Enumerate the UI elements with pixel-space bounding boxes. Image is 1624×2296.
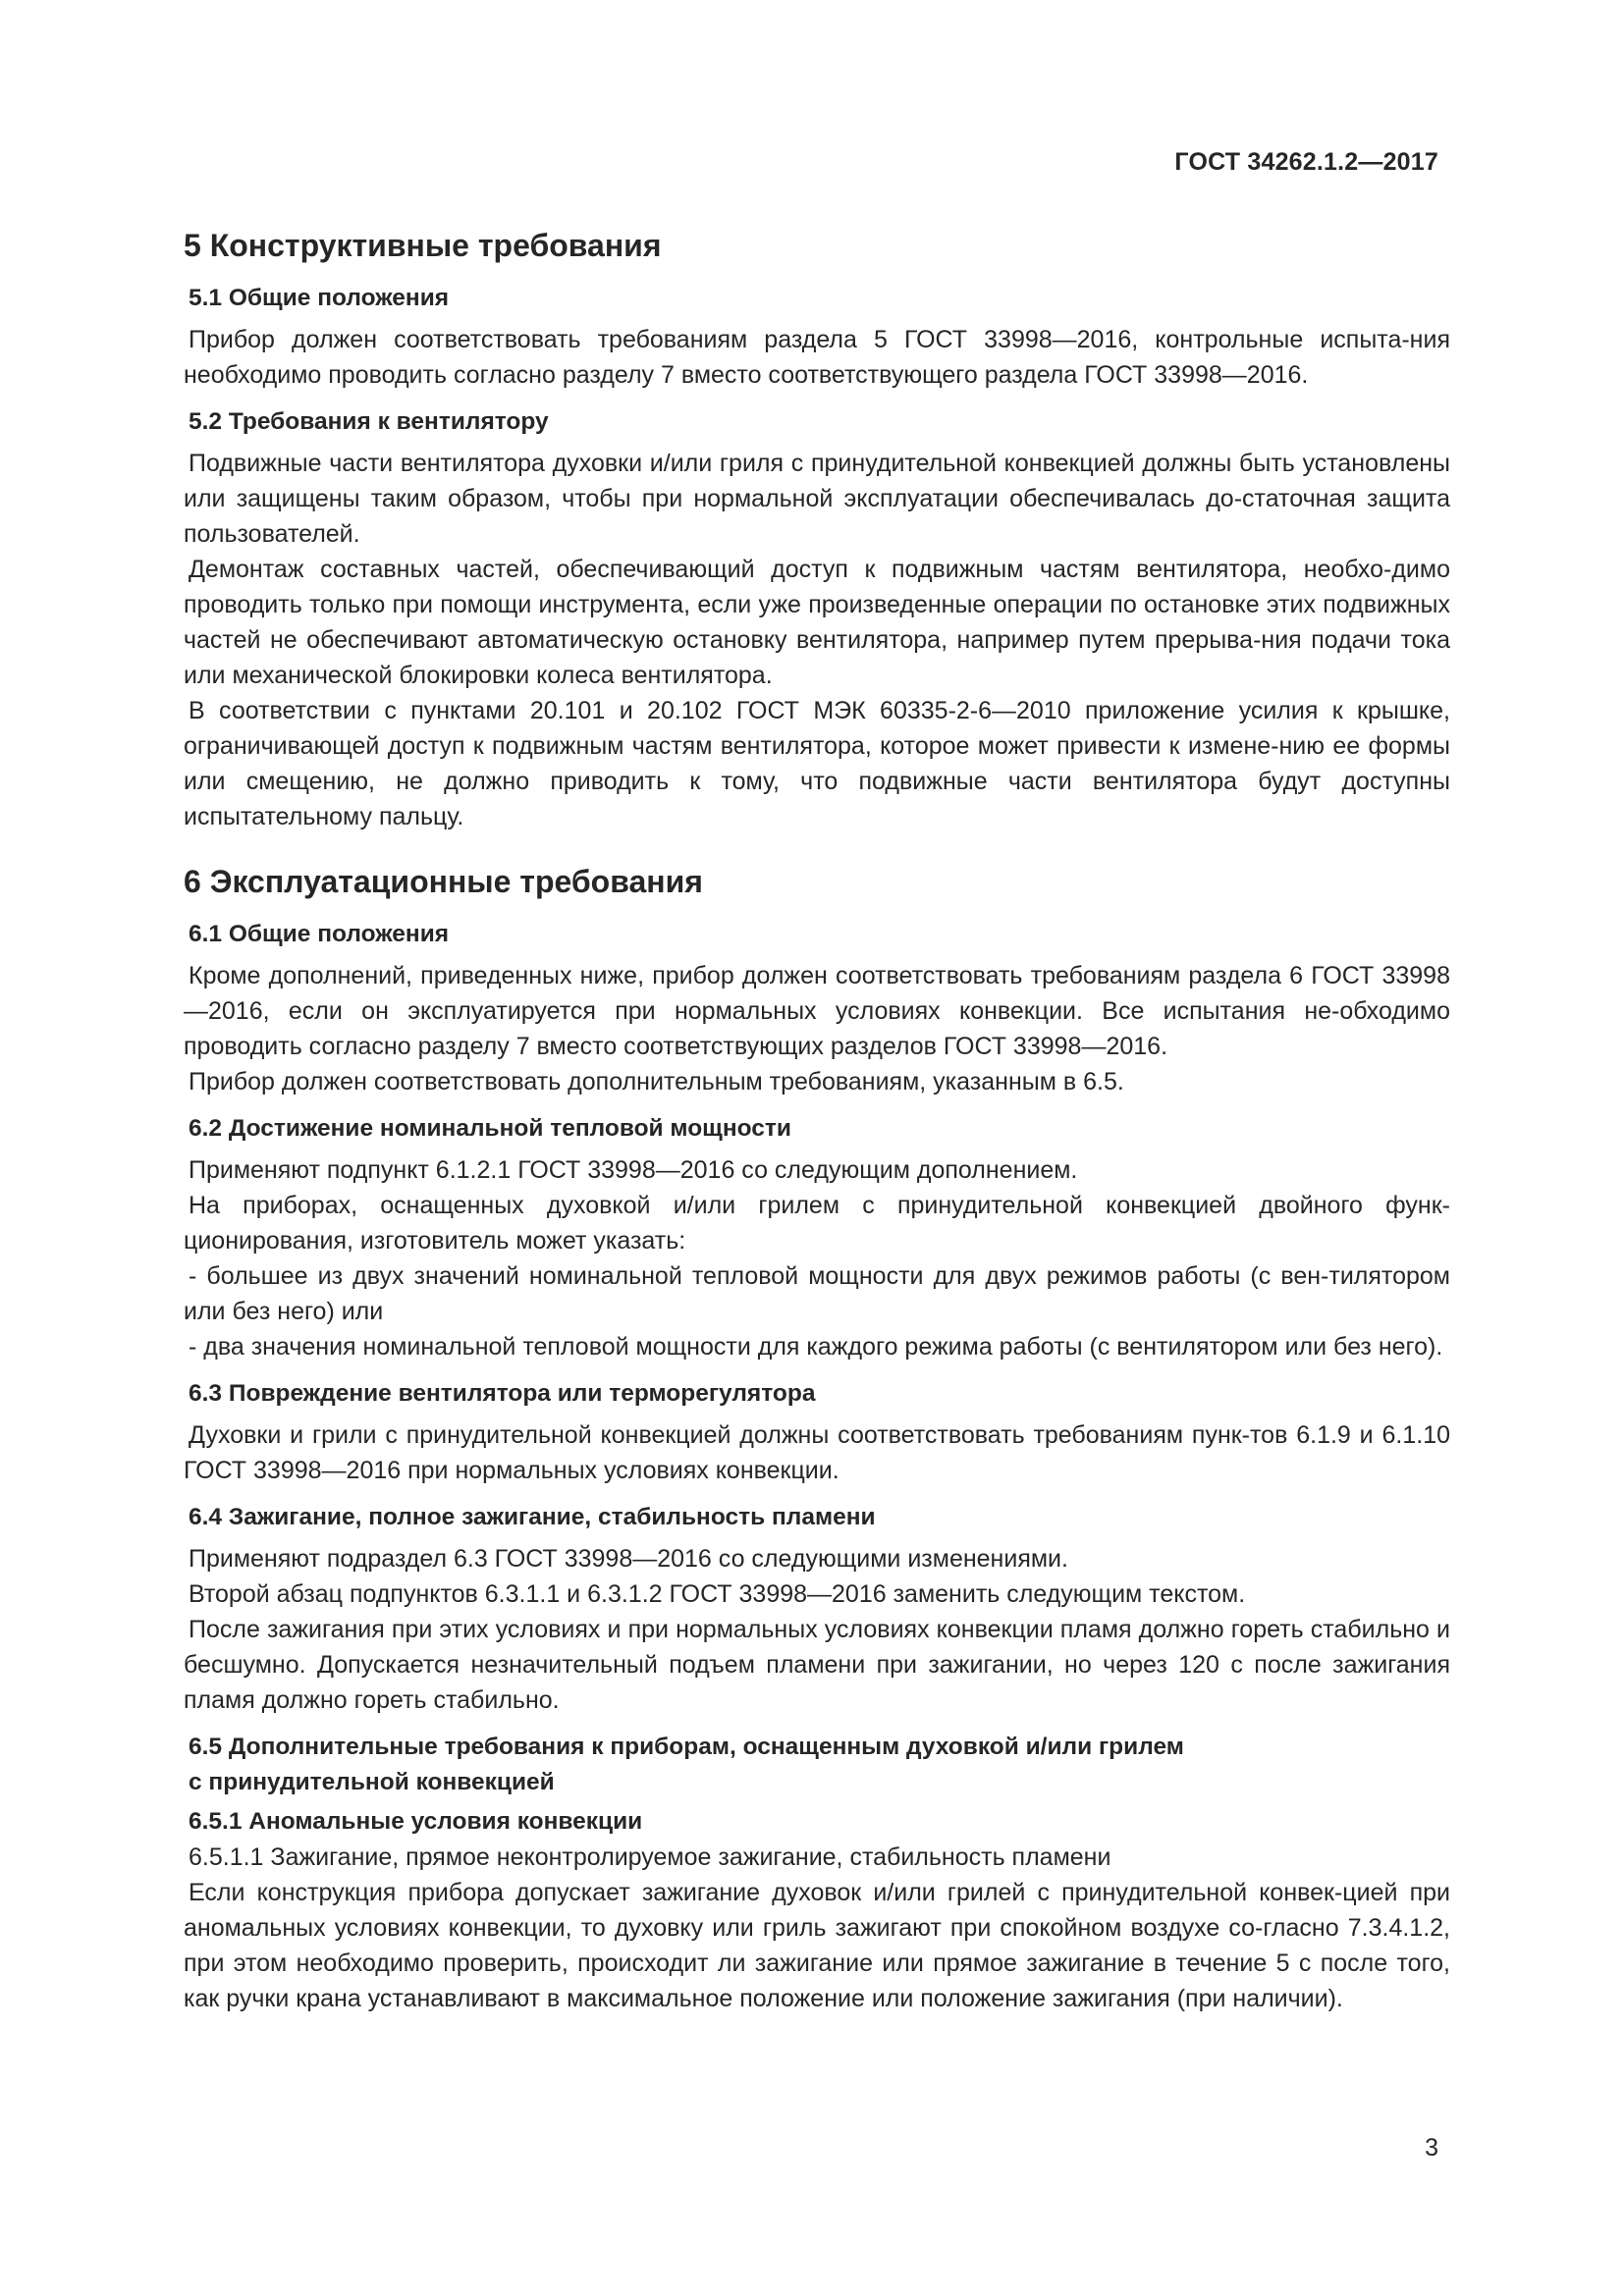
section-6-2-list-item-2: - два значения номинальной тепловой мощности для каждого режима работы (с вентилятором или без него).	[189, 1333, 1443, 1361]
section-6-2-title: 6.2 Достижение номинальной тепловой мощности	[189, 1115, 791, 1142]
section-6-4-paragraph-1: Применяют подраздел 6.3 ГОСТ 33998—2016 со следующими изменениями.	[189, 1545, 1068, 1573]
section-6-1-paragraph-1: Кроме дополнений, приведенных ниже, прибор должен соответствовать требованиям раздела 6 ГОСТ 33998—2016, если он эксплуатируется при нормальных условиях конвекции. Все испытания не-обходимо проводить согласно разделу 7 вместо соответствующих разделов ГОСТ 33998—2016.	[184, 962, 1450, 1060]
section-6-5-1-1-paragraph: Если конструкция прибора допускает зажигание духовок и/или грилей с принудительной конвек-цией при аномальных условиях конвекции, то духовку или гриль зажигают при спокойном воздухе со-гласно 7.3.4.1.2, при этом необходимо проверить, происходит ли зажигание или прямое зажигание в течение 5 с после того, как ручки крана устанавливают в максимальное положение или положение зажигания (при наличии).	[184, 1879, 1450, 2012]
section-6-4-paragraph-2: Второй абзац подпунктов 6.3.1.1 и 6.3.1.2 ГОСТ 33998—2016 заменить следующим текстом.	[189, 1580, 1246, 1608]
section-6-2-paragraph-1: Применяют подпункт 6.1.2.1 ГОСТ 33998—2016 со следующим дополнением.	[189, 1156, 1078, 1184]
section-5-2-title: 5.2 Требования к вентилятору	[189, 408, 549, 435]
section-6-2-paragraph-2: На приборах, оснащенных духовкой и/или грилем с принудительной конвекцией двойного функ-ционирования, изготовитель может указать:	[184, 1192, 1450, 1255]
section-6-1-title: 6.1 Общие положения	[189, 921, 450, 947]
section-5-2-paragraph-3: В соответствии с пунктами 20.101 и 20.102 ГОСТ МЭК 60335-2-6—2010 приложение усилия к крышке, ограничивающей доступ к подвижным частям вентилятора, которое может привести к измене-нию ее формы или смещению, не должно приводить к тому, что подвижные части вентилятора будут доступны испытательному пальцу.	[184, 697, 1450, 830]
page-number: 3	[1425, 2134, 1438, 2162]
section-6-5-title-line-2: с принудительной конвекцией	[189, 1769, 555, 1795]
section-5-1-title: 5.1 Общие положения	[189, 285, 450, 311]
section-5-2-paragraph-2: Демонтаж составных частей, обеспечивающий доступ к подвижным частям вентилятора, необхо-димо проводить только при помощи инструмента, если уже произведенные операции по остановке этих подвижных частей не обеспечивают автоматическую остановку вентилятора, например путем прерыва-ния подачи тока или механической блокировки колеса вентилятора.	[184, 556, 1450, 689]
document-code: ГОСТ 34262.1.2—2017	[1174, 148, 1438, 176]
section-6-1-paragraph-2: Прибор должен соответствовать дополнительным требованиям, указанным в 6.5.	[189, 1068, 1124, 1095]
section-5-1-paragraph-1: Прибор должен соответствовать требованиям раздела 5 ГОСТ 33998—2016, контрольные испыта-ния необходимо проводить согласно разделу 7 вместо соответствующего раздела ГОСТ 33998—2016.	[184, 326, 1450, 389]
section-6-2-list-item-1: - большее из двух значений номинальной тепловой мощности для двух режимов работы (с вен-тилятором или без него) или	[184, 1262, 1450, 1325]
section-5-2-paragraph-1: Подвижные части вентилятора духовки и/или гриля с принудительной конвекцией должны быть установлены или защищены таким образом, чтобы при нормальной эксплуатации обеспечивалась до-статочная защита пользователей.	[184, 450, 1450, 548]
section-6-title: 6 Эксплуатационные требования	[184, 864, 703, 899]
section-6-5-1-title: 6.5.1 Аномальные условия конвекции	[189, 1808, 643, 1835]
section-6-5-title	[184, 1730, 1450, 1800]
section-6-4-title: 6.4 Зажигание, полное зажигание, стабильность пламени	[189, 1504, 876, 1530]
section-6-3-paragraph-1: Духовки и грили с принудительной конвекцией должны соответствовать требованиям пунк-тов 6.1.9 и 6.1.10 ГОСТ 33998—2016 при нормальных условиях конвекции.	[184, 1421, 1450, 1484]
section-6-5-1-1-heading: 6.5.1.1 Зажигание, прямое неконтролируемое зажигание, стабильность пламени	[189, 1843, 1111, 1871]
document-body	[184, 224, 1450, 2016]
section-6-3-title: 6.3 Повреждение вентилятора или терморегулятора	[189, 1380, 816, 1407]
section-6-4-paragraph-3: После зажигания при этих условиях и при нормальных условиях конвекции пламя должно гореть стабильно и бесшумно. Допускается незначительный подъем пламени при зажигании, но через 120 с после зажигания пламя должно гореть стабильно.	[184, 1616, 1450, 1714]
section-6-5-title-line-1: 6.5 Дополнительные требования к приборам, оснащенным духовкой и/или грилем	[189, 1734, 1184, 1760]
section-5-title: 5 Конструктивные требования	[184, 228, 662, 263]
